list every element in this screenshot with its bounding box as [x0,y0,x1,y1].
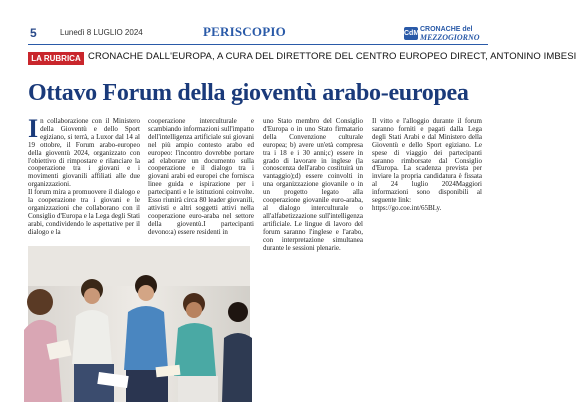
logo-line2: MEZZOGIORNO [420,33,480,42]
newspaper-logo [404,26,486,42]
article-headline: Ottavo Forum della gioventù arabo-europea [28,80,469,106]
article-column-4 [372,118,482,213]
column-kicker: CRONACHE DALL'EUROPA, A CURA DEL DIRETTORE DEL CENTRO EUROPEO DIRECT, ANTONINO IMBESI [88,51,576,62]
issue-date: Lunedì 8 LUGLIO 2024 [60,28,143,37]
article-column-1 [28,114,140,237]
page-number: 5 [30,26,37,40]
paragraph: n collaborazione con il Ministero della Gioventù e dello Sport egiziano, si terrà, a Luxor dal 14 al 19 ottobre, il Forum arabo-europeo della gioventù 2024, organizzato con l'obiettivo di rimpostare e rilanciare la cooperazione tra i giovani e i movimenti giovanili affiliati alle due organizzazioni. [28,117,140,189]
header-divider [28,44,488,45]
drop-cap: I [28,114,39,143]
paragraph: Il vitto e l'alloggio durante il forum saranno forniti e pagati dalla Lega degli Stati Arabi e dal Ministero della Gioventù e dello Sport egiziano. Le spese di viaggio dei partecipanti saranno rimborsate dal Consiglio d'Europa. La scadenza prevista per inviare la propria candidatura è fissata al 24 luglio 2024Maggiori informazioni sono disponibili al seguente link: [372,117,482,205]
logo-line1: CRONACHE del [420,26,473,33]
group-discussion-image [28,246,250,402]
article-column-2 [148,118,254,237]
paragraph: uno Stato membro del Consiglio d'Europa o in uno Stato firmatario della Convenzione culturale europea; b) avere un'età compresa tra i 18 e i 30 anni;c) essere in grado di lavorare in inglese (la conoscenza dell'arabo costituirà un vantaggio);d) essere coinvolti in una organizzazione giovanile o in un progetto legato alla cooperazione giovanile euro-araba, al dialogo interculturale o all'alfabetizzazione sull'intelligenza artificiale. Le lingue di lavoro del forum saranno l'inglese e l'arabo, con interpretazione simultanea durante le sessioni plenarie. [263,117,363,252]
article-photo [28,246,250,402]
info-link[interactable]: https://go.coe.int/65BLy. [372,203,442,212]
section-title: PERISCOPIO [203,24,286,39]
logo-badge-icon: CdM [404,27,418,40]
paragraph: Il forum mira a promuovere il dialogo e la cooperazione tra i giovani e le organizzazioni che collaborano con il Consiglio d'Europa e la Lega degli Stati arabi, condividendo le aspettative per il dialogo e la [28,188,140,236]
paragraph: cooperazione interculturale e scambiando informazioni sull'impatto dell'intelligenza artificiale sui giovani nel più ampio contesto arabo ed europeo: l'incontro dovrebbe portare ad elaborare un documento sulla cooperazione e il dialogo tra i giovani arabi ed europei che fornisca linee guida e ispirazione per i partecipanti e le istituzioni coinvolte. Esso riunirà circa 80 leader giovanili, attivisti e altri soggetti attivi nella cooperazione euro-araba nel settore della gioventù.I partecipanti devono:a) essere residenti in [148,117,254,236]
rubrica-tag: LA RUBRICA [28,52,84,65]
article-column-3 [263,118,363,252]
